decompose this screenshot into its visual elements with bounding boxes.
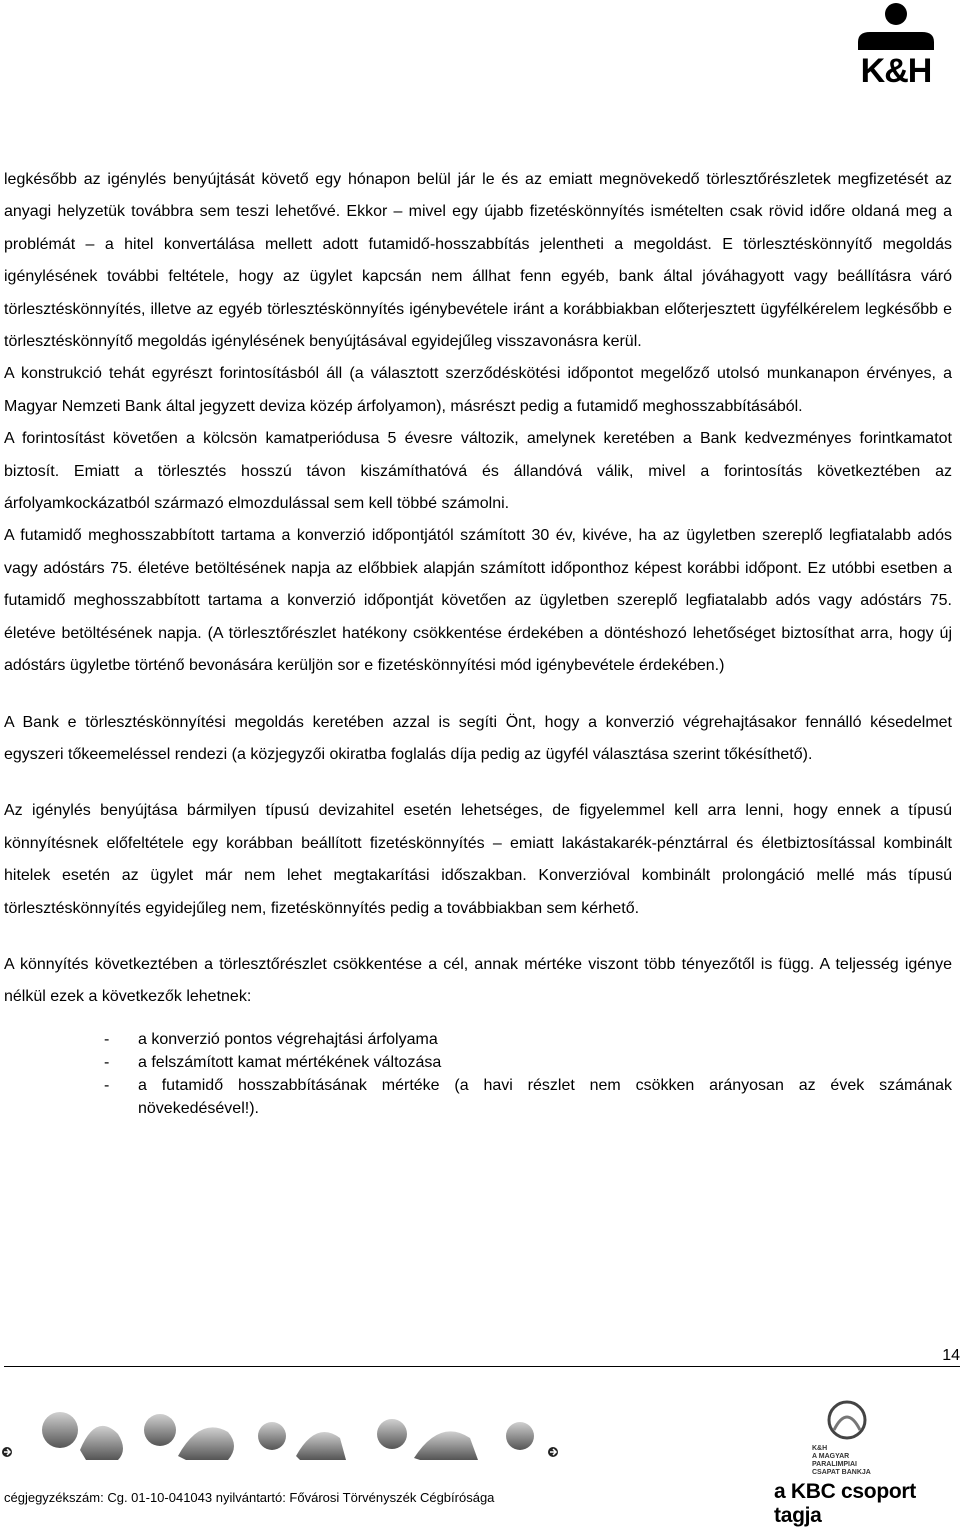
spacer (4, 925, 952, 949)
list-item: - a konverzió pontos végrehajtási árfolyama (4, 1028, 952, 1051)
spacer (4, 683, 952, 707)
paragraph-3: A forintosítást követően a kölcsön kamatperiódusa 5 évesre változik, amelynek keretében a Bank kedvezményes forintkamatot biztosít. Emiatt a törlesztés hosszú távon kiszámíthatóvá és állandóvá válik, mivel a forintosítás következtében az árfolyamkockázatból származó elmozdulással sem kell többé számolni. (4, 430, 952, 513)
spacer (4, 771, 952, 795)
paralimpiai-line: A MAGYAR (812, 1453, 850, 1460)
document-body (4, 164, 952, 1120)
paralimpiai-line: PARALIMPIAI (812, 1461, 857, 1468)
paragraph-1: legkésőbb az igénylés benyújtását követő egy hónapon belül jár le és az emiatt megnövekedő törlesztőrészletek megfizetését az anyagi helyzetük továbbra sem teszi lehetővé. Ekkor – mivel egy újabb fizetéskönnyítés ismételten csak rövid időre oldaná meg a problémát – a hitel konvertálása mellett adott futamidő-hosszabbítás jelentheti a megoldást. E törlesztéskönnyítő megoldás igénylésének további feltétele, hogy az ügylet kapcsán nem állhat fenn egyéb, bank által jóváhagyott vagy beállításra váró törlesztéskönnyítés, illetve az egyéb törlesztéskönnyítés igénybevétele iránt a korábbiakban előterjesztett ügyfélkérelem legkésőbb e törlesztéskönnyítő megoldás igénylésének benyújtásával egyidejűleg visszavonásra kerül. (4, 171, 952, 351)
list-item: - a felszámított kamat mértékének változása (4, 1051, 952, 1074)
paralimpiai-line: CSAPAT BANKJA (812, 1469, 871, 1476)
paragraph-5: A Bank e törlesztéskönnyítési megoldás keretében azzal is segíti Önt, hogy a konverzió végrehajtásakor fennálló késedelmet egyszeri tőkeemeléssel rendezi (a közjegyzői okiratba foglalás díja pedig az ügyfél választása szerint tőkésíthető). (4, 713, 952, 763)
factor-list (4, 1028, 952, 1120)
paragraph-2: A konstrukció tehát egyrészt forintosításból áll (a választott szerződéskötési időpontot megelőző utolsó munkanapon érvényes, a Magyar Nemzeti Bank által jegyzett deviza közép árfolyamon), másrészt pedig a futamidő meghosszabbításából. (4, 365, 952, 415)
list-marker: - (104, 1076, 110, 1094)
page-number: 14 (942, 1347, 960, 1364)
paralimpiai-line: K&H (812, 1445, 828, 1452)
footer-figures-graphic (0, 1408, 560, 1468)
list-item: - a futamidő hosszabbításának mértéke (a havi részlet nem csökken arányosan az évek számának növekedésével!). (4, 1074, 952, 1120)
footer-divider (4, 1366, 960, 1367)
paragraph-4: A futamidő meghosszabbított tartama a konverzió időpontjától számított 30 év, kivéve, ha az ügyletben szereplő legfiatalabb adós vagy adóstárs 75. életéve betöltésének napja az előbbiek alapján számított időponthoz képest korábbi időpont. Ez utóbbi esetben a futamidő meghosszabbított tartama a konverzió időpontját követően az ügyletben szereplő legfiatalabb adós vagy adóstárs 75. életéve betöltésének napja. (A törlesztőrészlet hatékony csökkentése érdekében a döntéshozó lehetőséget biztosíthat arra, hogy új adóstárs ügyletbe történő bevonására kerüljön sor e fizetéskönnyítési mód igénybevétele érdekében.) (4, 527, 952, 675)
paragraph-6: Az igénylés benyújtása bármilyen típusú devizahitel esetén lehetséges, de figyelemmel kell arra lenni, hogy ennek a típusú könnyítésnek előfeltétele egy korábban beállított fizetéskönnyítés – emiatt lakástakarék-pénztárral és életbiztosítással kombinált hitelek esetén az ügylet már nem lehet megtakarítási időszakban. Konverzióval kombinált prolongáció mellé más típusú törlesztéskönnyítés egyidejűleg nem, fizetéskönnyítés pedig a továbbiakban sem kérhető. (4, 802, 952, 917)
kh-logo-text: K&H (860, 52, 932, 90)
kh-logo (838, 2, 954, 90)
kbc-group-tagline: a KBC csoport tagja (774, 1480, 916, 1527)
paralimpiai-emblem-icon (812, 1400, 882, 1440)
paragraph-7: A könnyítés következtében a törlesztőrészlet csökkentése a cél, annak mértéke viszont több tényezőtől is függ. A teljesség igénye nélkül ezek a következők lehetnek: (4, 955, 952, 1006)
list-marker: - (104, 1053, 110, 1071)
list-marker: - (104, 1030, 110, 1048)
paralimpiai-badge (812, 1400, 882, 1476)
kh-logo-figure-icon (838, 2, 954, 54)
company-registry: cégjegyzékszám: Cg. 01-10-041043 nyilvántartó: Fővárosi Törvényszék Cégbírósága (4, 1490, 495, 1505)
